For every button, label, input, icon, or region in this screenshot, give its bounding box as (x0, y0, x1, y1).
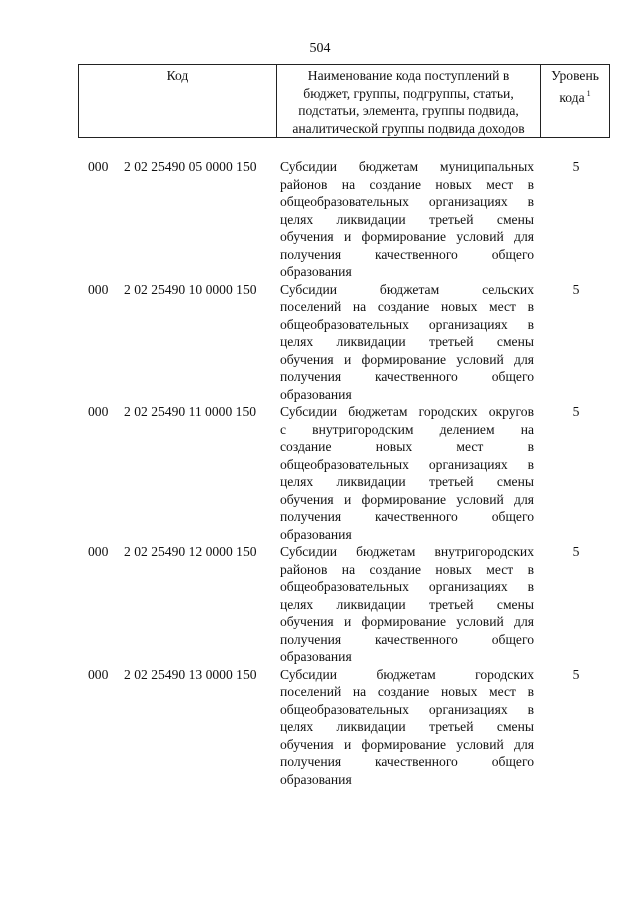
header-level-word: кода (559, 89, 585, 105)
revenue-name-line: с внутригородским делением на (280, 421, 534, 437)
revenue-name-line: Субсидии бюджетам муниципальных (280, 159, 534, 174)
admin-code: 000 (88, 404, 109, 419)
revenue-name-line: районов на создание новых мест в (280, 176, 534, 192)
revenue-code: 2 02 25490 12 0000 150 (124, 544, 257, 559)
revenue-name-line: получения качественного общего (280, 631, 534, 647)
code-level: 5 (572, 159, 580, 174)
revenue-name-line: образования (280, 771, 352, 787)
revenue-code: 2 02 25490 05 0000 150 (124, 159, 257, 174)
admin-code: 000 (88, 281, 109, 297)
revenue-name-line: Субсидии бюджетам городских округов (280, 404, 534, 419)
revenue-name (280, 281, 534, 404)
revenue-code: 2 02 25490 11 0000 150 (124, 404, 257, 419)
revenue-name-line: общеобразовательных организациях в (280, 316, 534, 332)
revenue-name-line: образования (280, 526, 352, 542)
table-row (0, 666, 640, 789)
code-level: 5 (572, 544, 580, 559)
revenue-name-line: общеобразовательных организациях в (280, 194, 534, 209)
table-header (78, 64, 610, 138)
table-row (0, 281, 640, 404)
revenue-code: 2 02 25490 13 0000 150 (124, 666, 257, 682)
revenue-name-line: Субсидии бюджетам внутригородских (280, 544, 534, 559)
admin-code: 000 (88, 544, 109, 559)
revenue-code: 2 02 25490 10 0000 150 (124, 281, 257, 297)
revenue-name-line: образования (280, 649, 352, 664)
revenue-name-line: поселений на создание новых мест в (280, 684, 534, 699)
code-level: 5 (572, 281, 580, 297)
table-row (0, 158, 640, 281)
revenue-name-line: районов на создание новых мест в (280, 561, 534, 577)
footnote-marker: 1 (586, 88, 591, 98)
revenue-name-line: Субсидии бюджетам сельских (280, 281, 534, 297)
table-body (0, 158, 640, 788)
header-name-cell (277, 65, 541, 137)
code-level: 5 (572, 404, 580, 419)
revenue-name (280, 403, 534, 543)
header-level-cell (541, 65, 609, 137)
revenue-name-line: общеобразовательных организациях в (280, 701, 534, 717)
header-level-line (541, 85, 609, 107)
header-name-line: Наименование кода поступлений в (307, 68, 510, 83)
revenue-name-line: целях ликвидации третьей смены (280, 211, 534, 227)
revenue-name-line: целях ликвидации третьей смены (280, 719, 534, 734)
header-code-label: Код (166, 68, 189, 83)
revenue-name-line: образования (280, 264, 352, 279)
revenue-name-line: целях ликвидации третьей смены (280, 334, 534, 349)
code-level: 5 (572, 666, 580, 682)
revenue-name (280, 158, 534, 281)
page-number: 504 (309, 41, 331, 56)
admin-code: 000 (88, 159, 109, 174)
revenue-name-line: получения качественного общего (280, 509, 534, 524)
revenue-name-line: обучения и формирование условий для (280, 736, 534, 752)
revenue-name-line: обучения и формирование условий для (280, 491, 534, 507)
header-name-line: бюджет, группы, подгруппы, статьи, (303, 85, 514, 101)
revenue-name-line: целях ликвидации третьей смены (280, 474, 534, 489)
table-row (0, 403, 640, 543)
revenue-name-line: обучения и формирование условий для (280, 614, 534, 629)
admin-code: 000 (88, 666, 109, 682)
header-name-line: аналитической группы подвида доходов (292, 120, 525, 136)
revenue-name-line: обучения и формирование условий для (280, 229, 534, 244)
revenue-name-line: общеобразовательных организациях в (280, 456, 534, 472)
revenue-name-line: создание новых мест в (280, 439, 534, 454)
revenue-name-line: получения качественного общего (280, 246, 534, 262)
revenue-name-line: обучения и формирование условий для (280, 351, 534, 367)
revenue-name (280, 543, 534, 666)
revenue-name-line: поселений на создание новых мест в (280, 299, 534, 314)
revenue-name-line: получения качественного общего (280, 754, 534, 769)
revenue-name (280, 666, 534, 789)
header-code-cell (79, 65, 277, 137)
header-level-line: Уровень (551, 68, 599, 83)
revenue-name-line: образования (280, 386, 352, 402)
table-row (0, 543, 640, 666)
revenue-name-line: получения качественного общего (280, 369, 534, 384)
revenue-name-line: общеобразовательных организациях в (280, 579, 534, 594)
header-name-line: подстатьи, элемента, группы подвида, (298, 103, 519, 118)
revenue-name-line: Субсидии бюджетам городских (280, 666, 534, 682)
revenue-name-line: целях ликвидации третьей смены (280, 596, 534, 612)
